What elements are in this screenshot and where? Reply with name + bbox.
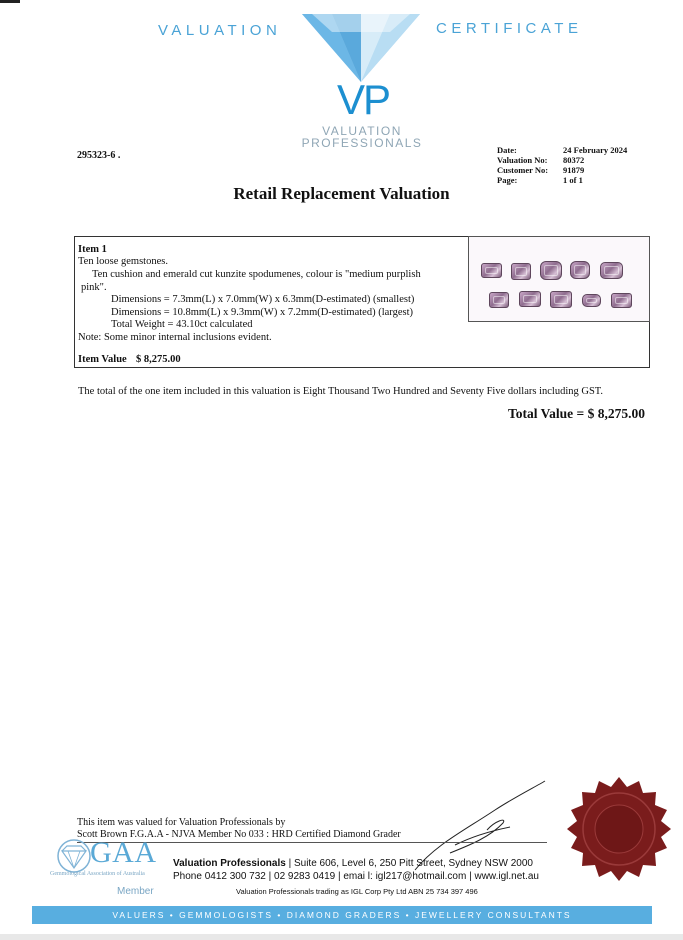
page-edge [0,934,683,940]
address-details: | Suite 606, Level 6, 250 Pitt Street, Sydney NSW 2000 [285,858,533,869]
meta-label: Date: [497,145,517,155]
gaa-subtitle: Gemmological Association of Australia [50,871,145,877]
meta-label: Customer No: [497,165,549,175]
item-description-line1: Ten loose gemstones. [78,256,168,267]
item-total-weight: Total Weight = 43.10ct calculated [111,319,253,330]
vp-logo-letters: VP [336,76,390,123]
item-description-line2: Ten cushion and emerald cut kunzite spodumenes, colour is "medium purplish [92,269,421,280]
meta-label: Page: [497,175,518,185]
gemstone-image [582,294,601,307]
meta-value: 80372 [563,155,585,165]
gemstone-image [489,292,509,308]
document-reference: 295323-6 . [77,150,121,161]
valuer-credentials: Scott Brown F.G.A.A - NJVA Member No 033 : HRD Certified Diamond Grader [77,829,401,840]
meta-value: 91879 [563,165,585,175]
item-dimensions-largest: Dimensions = 10.8mm(L) x 9.3mm(W) x 7.2mm(D-estimated) (largest) [111,307,414,318]
header-certificate-word: CERTIFICATE [436,20,583,37]
meta-row-valuation-no [497,155,647,165]
gemstones-photo [468,236,650,322]
company-address [173,858,533,869]
corner-mark [0,0,20,3]
gemstone-image [550,291,572,308]
gemstone-image [611,293,632,308]
meta-row-date [497,145,647,155]
gaa-logo-text: GAA [90,836,157,869]
item-value: $ 8,275.00 [136,354,181,365]
total-value: Total Value = $ 8,275.00 [508,406,645,421]
gemstone-image [600,262,623,279]
meta-label: Valuation No: [497,155,548,165]
gemstone-image [570,261,590,279]
item-value-label: Item Value [78,354,127,365]
gemstone-image [511,263,531,280]
company-contact: Phone 0412 300 732 | 02 9283 0419 | emai l: igl217@hotmail.com | www.igl.net.au [173,871,539,882]
item-dimensions-smallest: Dimensions = 7.3mm(L) x 7.0mm(W) x 6.3mm(D-estimated) (smallest) [111,294,415,305]
company-trading-name: Valuation Professionals trading as IGL Corp Pty Ltd ABN 25 734 397 496 [236,887,478,896]
item-heading: Item 1 [78,244,107,255]
wax-seal-icon [567,777,671,881]
member-label: Member [117,886,154,897]
valued-by-line: This item was valued for Valuation Professionals by [77,817,286,828]
logo-subtitle-valuation: VALUATION [322,124,402,138]
header-valuation-word: VALUATION [158,22,282,39]
gemstone-image [519,291,541,307]
item-note: Note: Some minor internal inclusions evident. [78,332,272,343]
gemstone-image [540,261,562,280]
footer-services-bar: VALUERS • GEMMOLOGISTS • DIAMOND GRADERS • JEWELLERY CONSULTANTS [32,906,652,924]
meta-row-customer-no [497,165,647,175]
gaa-diamond-icon [54,838,94,874]
meta-value: 1 of 1 [563,175,583,185]
diamond-logo-icon [302,10,420,82]
gemstone-image [481,263,502,278]
logo-subtitle-professionals: PROFESSIONALS [301,136,423,150]
company-name: Valuation Professionals [173,858,286,869]
document-title: Retail Replacement Valuation [233,184,450,203]
valuation-summary: The total of the one item included in this valuation is Eight Thousand Two Hundred and Seventy Five dollars including GST. [78,386,604,397]
item-description-line3: pink". [81,282,107,293]
meta-value: 24 February 2024 [563,145,628,155]
